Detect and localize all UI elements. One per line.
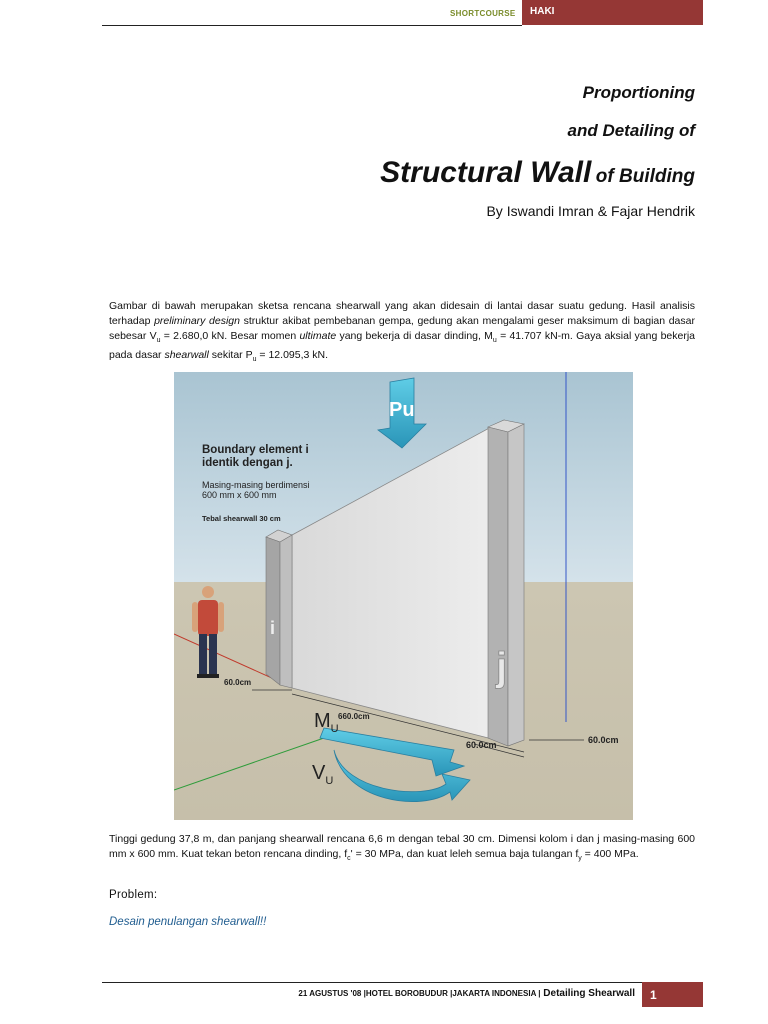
column-j-side <box>488 427 508 746</box>
mu-subscript: U <box>330 723 339 735</box>
header-rule <box>102 25 522 26</box>
details-subscript: c <box>347 855 351 863</box>
header-tag-box <box>522 0 703 25</box>
column-i-front <box>280 535 292 688</box>
details-subscript: y <box>578 855 582 863</box>
shearwall-figure <box>174 372 633 820</box>
title-line-2: and Detailing of <box>567 121 695 140</box>
column-j-front <box>508 424 524 746</box>
note-dimension <box>202 480 310 500</box>
note-thickness: Tebal shearwall 30 cm <box>202 514 281 523</box>
note-dimension-line: 600 mm x 600 mm <box>202 490 277 500</box>
intro-subscript: u <box>156 337 161 345</box>
dim-label-length: 660.0cm <box>338 712 370 721</box>
details-text: Tinggi gedung 37,8 m, dan panjang shearwall rencana 6,6 m dengan tebal 30 cm. Dimensi kolom i dan j masing-masing 600 mm x 600 mm. Kuat tekan beton rencana dinding, f <box>109 833 695 860</box>
vu-subscript: U <box>325 775 334 787</box>
details-text: = 400 MPa. <box>581 848 639 860</box>
authors: By Iswandi Imran & Fajar Hendrik <box>486 203 695 219</box>
intro-text: = 12.095,3 kN. <box>256 349 329 362</box>
intro-text: = 2.680,0 kN. Besar momen <box>160 330 300 342</box>
mu-label <box>314 710 339 735</box>
dim-label-right: 60.0cm <box>588 735 619 745</box>
pu-label: Pu <box>389 399 415 421</box>
column-j-label: j <box>496 645 508 689</box>
header-section-label: SHORTCOURSE <box>450 9 516 18</box>
note-dimension-line: Masing-masing berdimensi <box>202 480 310 490</box>
shearwall-sketch <box>174 372 633 820</box>
footer-topic: Detailing Shearwall <box>540 988 635 999</box>
dim-label-bottom: 60.0cm <box>466 740 497 750</box>
intro-text: struktur akibat pembebanan gempa, gedung akan mengalami geser maksimum di bagian dasar sebesar V <box>109 315 695 342</box>
title-line-1: Proportioning <box>582 83 695 102</box>
intro-text: yang bekerja di dasar dinding, M <box>336 330 493 342</box>
intro-subscript: u <box>492 337 497 345</box>
intro-subscript: u <box>252 356 257 364</box>
vu-symbol: V <box>312 762 326 784</box>
details-paragraph <box>109 832 695 866</box>
column-i-side <box>266 537 280 685</box>
intro-emphasis: shearwall <box>164 349 209 362</box>
dim-label-left: 60.0cm <box>224 678 252 687</box>
intro-paragraph <box>109 299 695 367</box>
column-i-label: i <box>270 618 276 638</box>
header-tag-label: HAKI <box>530 6 555 17</box>
task-statement: Desain penulangan shearwall!! <box>109 916 267 928</box>
title-main-text: Structural Wall <box>380 156 592 189</box>
note-title-line: identik dengan j. <box>202 457 293 469</box>
note-title-line: Boundary element i <box>202 444 309 456</box>
vu-label <box>312 762 333 787</box>
footer-info <box>298 988 635 999</box>
title-suffix: of Building <box>595 166 695 187</box>
title-main <box>380 156 695 190</box>
page-number-box <box>642 982 703 1007</box>
intro-text: sekitar P <box>208 349 253 362</box>
footer-event: 21 AGUSTUS '08 |HOTEL BOROBUDUR |JAKARTA INDONESIA | <box>298 989 541 998</box>
note-title <box>202 444 309 470</box>
intro-text: = 41.707 kN-m. Gaya aksial yang bekerja pada dasar <box>109 330 696 362</box>
mu-symbol: M <box>314 710 331 732</box>
footer-rule <box>102 982 642 983</box>
intro-text: Gambar di bawah merupakan sketsa rencana shearwall yang akan didesain di lantai dasar suatu gedung. Hasil analisis terhadap <box>109 300 695 327</box>
problem-label: Problem: <box>109 889 158 901</box>
intro-emphasis: preliminary design <box>154 315 240 327</box>
intro-emphasis: ultimate <box>299 330 337 342</box>
page-number: 1 <box>650 988 657 1002</box>
details-text: ' = 30 MPa, dan kuat leleh semua baja tulangan f <box>350 848 579 860</box>
